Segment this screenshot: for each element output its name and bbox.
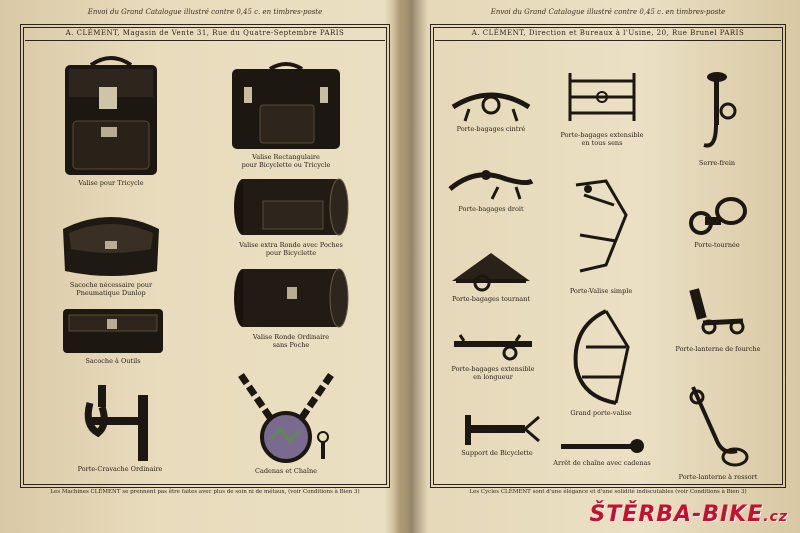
trunk-illustration	[61, 51, 161, 177]
item-caption: Porte-bagages tournant	[452, 295, 530, 303]
item-caption: Valise extra Ronde avec Poches pour Bicyclette	[239, 241, 343, 257]
left-top-line: Envoi du Grand Catalogue illustré contre 0,45 c. en timbres-poste	[87, 8, 323, 16]
extensible-rack-illustration	[562, 65, 642, 129]
catalog-item	[551, 307, 651, 417]
long-rack-illustration	[450, 331, 536, 363]
fork-lantern-illustration	[683, 287, 753, 343]
round-case-illustration	[233, 265, 349, 331]
catalog-item	[55, 307, 171, 365]
catalog-item	[221, 59, 351, 169]
item-caption: Grand porte-valise	[570, 409, 632, 417]
left-header: A. CLÉMENT, Magasin de Vente 31, Rue du Quatre-Septembre PARIS	[65, 29, 345, 37]
left-footer: Les Machines CLÉMENT se prennent pas être faites avec plus de soin ni de métaux, (voir Conditions à Bien 3)	[50, 489, 360, 495]
bag-illustration	[59, 211, 163, 279]
right-header: A. CLÉMENT, Direction et Bureaux à l'Usine, 20, Rue Brunel PARIS	[471, 29, 745, 37]
catalog-item	[667, 67, 767, 167]
item-caption: Sacoche nécessaire pour Pneumatique Dunlop	[69, 281, 153, 297]
item-caption: Serre-frein	[698, 159, 736, 167]
catalog-item	[445, 413, 549, 457]
chain-stop-illustration	[557, 437, 647, 457]
rack-illustration	[449, 87, 533, 123]
catalog-item	[51, 211, 171, 297]
item-caption: Porte-tournée	[694, 241, 740, 249]
large-case-rack-illustration	[566, 307, 636, 407]
tour-holder-illustration	[685, 195, 749, 239]
left-page	[20, 8, 390, 498]
catalog-item	[663, 381, 773, 481]
case-illustration	[230, 59, 342, 151]
left-header-rule	[25, 40, 385, 41]
catalog-item	[221, 175, 361, 257]
bicycle-stand-illustration	[451, 413, 543, 447]
item-caption: Porte-Valise simple	[569, 287, 633, 295]
item-caption: Porte-bagages extensible en tous sens	[560, 131, 644, 147]
book-gutter	[392, 0, 428, 533]
item-caption: Arrêt de chaîne avec cadenas	[553, 459, 651, 467]
item-caption: Porte-bagages extensible en longueur	[451, 365, 535, 381]
item-caption: Porte-bagages droit	[458, 205, 524, 213]
item-caption: Valise Ronde Ordinaire sans Poche	[252, 333, 330, 349]
catalog-item	[667, 195, 767, 249]
catalog-item	[221, 265, 361, 349]
catalog-item	[549, 437, 655, 467]
item-caption: Sacoche à Outils	[85, 357, 141, 365]
right-frame	[430, 24, 786, 495]
whip-holder-illustration	[78, 381, 162, 463]
simple-case-rack-illustration	[566, 175, 636, 285]
catalog-item	[441, 331, 545, 381]
right-top-line: Envoi du Grand Catalogue illustré contre 0,45 c. en timbres-poste	[490, 8, 726, 16]
catalog-item	[441, 87, 541, 133]
left-frame	[20, 24, 390, 495]
item-caption: Cadenas et Chaîne	[255, 467, 317, 475]
watermark-brand: ŠTĚRBA-BIKE	[589, 502, 764, 527]
item-caption: Porte-lanterne de fourche	[675, 345, 761, 353]
catalog-item	[663, 287, 773, 353]
item-caption: Porte-Cravache Ordinaire	[77, 465, 163, 473]
item-caption: Porte-lanterne à ressort	[678, 473, 758, 481]
item-caption: Valise pour Tricycle	[78, 179, 144, 187]
item-caption: Valise Rectangulaire pour Bicyclette ou Tricycle	[241, 153, 331, 169]
catalog-item	[441, 247, 541, 303]
tool-bag-illustration	[61, 307, 165, 355]
right-header-rule	[435, 40, 781, 41]
watermark-suffix: .cz	[763, 509, 788, 525]
watermark-logo	[589, 502, 788, 527]
item-caption: Porte-bagages cintré	[456, 125, 526, 133]
padlock-chain-illustration	[231, 369, 341, 465]
straight-rack-illustration	[446, 165, 536, 203]
catalog-item	[441, 165, 541, 213]
brake-clamp-illustration	[692, 67, 742, 157]
catalog-item	[65, 381, 175, 473]
right-footer: Les Cycles CLÉMENT sont d'une élégance et d'une solidité indiscutables (voir Conditions à Bien 3)	[469, 489, 747, 495]
catalog-item	[547, 65, 657, 147]
right-page	[430, 8, 786, 498]
swivel-rack-illustration	[448, 247, 534, 293]
catalog-item	[551, 175, 651, 295]
item-caption: Support de Bicyclette	[461, 449, 533, 457]
catalog-item	[51, 51, 171, 187]
spring-lantern-illustration	[683, 381, 753, 471]
roll-bag-illustration	[233, 175, 349, 239]
catalog-item	[221, 369, 351, 475]
